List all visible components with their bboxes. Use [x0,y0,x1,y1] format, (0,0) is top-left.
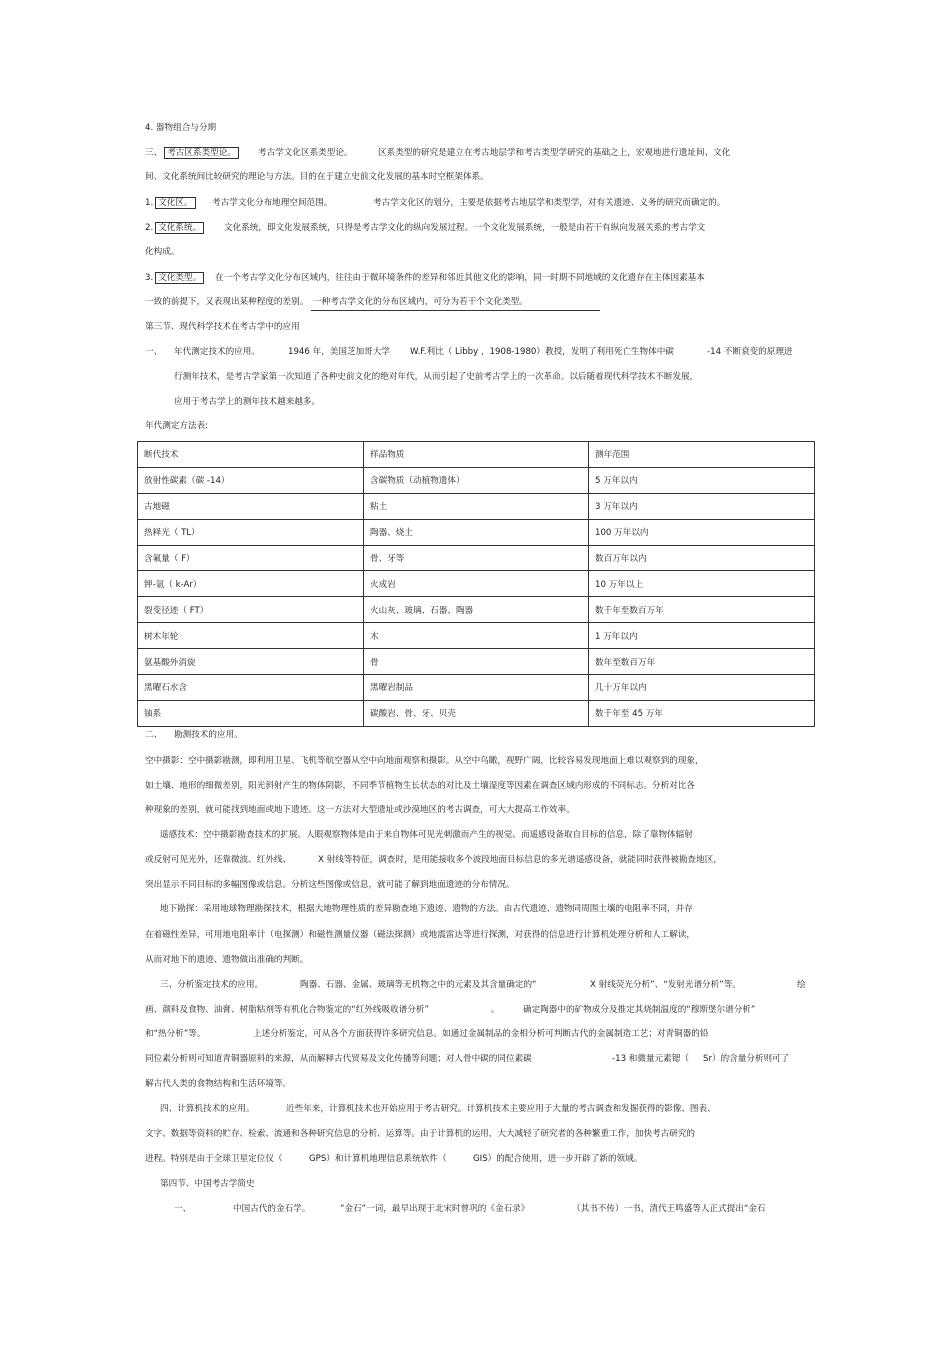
table-cell: 数年至数百万年 [589,649,815,675]
table-cell: 火成岩 [364,571,589,597]
text: 考古学文化分布地理空间范围。 [212,198,333,208]
boxed-term: 考古区系类型论。 [164,147,239,159]
table-cell: 10 万年以上 [589,571,815,597]
header-cell: 样品物质 [364,442,589,468]
table-row [138,700,815,726]
boxed-term: 文化区。 [155,197,195,209]
text: 1946 年，美国芝加哥大学 [288,347,390,357]
line-7 [145,272,204,284]
text: 考古学文化区系类型论。 [258,148,353,158]
text: 进程。特别是由于全球卫星定位仪（ [145,1154,283,1164]
table-cell: 数百万年以内 [589,545,815,571]
header-cell: 测年范围 [589,442,815,468]
table-cell: 黑曜岩制品 [364,675,589,701]
text: 间、文化系统间比较研究的理论与方法。目的在于建立史前文化发展的基本时空框架体系。 [145,172,489,182]
text: 一、 [145,347,163,357]
text: 遥感技术：空中摄影勘查技术的扩展。人眼观察物体是由于来自物体可见光刺激而产生的视觉。而遥感设备取自目标的信息，除了靠物体辐射 [160,830,693,840]
text: 在着磁性差异，可用地电阻率计（电探测）和磁性测量仪器（磁法探测）或地震雷达等进行探测，对获得的信息进行计算机处理分析和人工解读， [145,930,696,940]
text: 上述分析鉴定，可从各个方面获得许多研究信息。如通过金属制品的金相分析可判断古代的金属制造工艺；对青铜器的铅 [253,1029,709,1039]
table-cell: 含氟量（ F） [138,545,364,571]
table-row [138,493,815,519]
header-cell: 断代技术 [138,442,364,468]
section-heading-4: 4. 器物组合与分期 [145,123,217,133]
table-cell: 粘土 [364,493,589,519]
text: 从而对地下的遗迹、遗物做出准确的判断。 [145,955,309,965]
table-cell: 古地磁 [138,493,364,519]
text: -14 不断衰变的原理进 [707,347,793,357]
table-cell: 碳酸岩、骨、牙、贝壳 [364,700,589,726]
table-cell: 骨 [364,649,589,675]
table-cell: 5 万年以内 [589,467,815,493]
text: 二、 [145,730,163,740]
text: GPS）和计算机地理信息系统软件（ [309,1154,447,1164]
text: 近些年来，计算机技术也开始应用于考古研究。计算机技术主要应用于大量的考古调查和发掘获得的影像、图表、 [286,1104,716,1114]
table-cell: 3 万年以内 [589,493,815,519]
text: 文化系统，即文化发展系统，只得是考古学文化的纵向发展过程。一个文化发展系统，一般是由若干有纵向发展关系的考古学文 [224,223,706,233]
text: 和“热分析”等。 [145,1029,206,1039]
table-row [138,675,815,701]
line-2 [145,147,239,159]
text: 勘测技术的应用。 [174,730,243,740]
text: 三、 [145,148,163,158]
table-header-row [138,442,815,468]
table-cell: 树木年轮 [138,623,364,649]
text: -13 和微量元素锶（ [612,1054,689,1064]
text: 3. [145,273,154,283]
table-caption: 年代测定方法表: [145,421,209,431]
table-cell: 钾-氩（ k-Ar） [138,571,364,597]
text: 在一个考古学文化分布区域内，往往由于微环境条件的差异和邻近其他文化的影响，同一时期不同地域的文化遗存在主体因素基本 [215,273,705,283]
text: 突出显示不同目标的多幅图像或信息。分析这些图像或信息，就可能了解到地面遗迹的分布情况。 [145,880,515,890]
text: 同位素分析则可知道青铜器原料的来源，从而解释古代贸易及文化传播等问题；对人骨中碳的同位素碳 [145,1054,532,1064]
text: 地下勘探：采用地球物理勘探技术，根据大地物理性质的差异勘查地下遗迹、遗物的方法。由古代遗迹、遗物同周围土壤的电阻率不同，并存 [160,904,693,914]
underlined-text: 一种考古学文化的分布区域内，可分为若干个文化类型。 [313,297,528,307]
line-4 [145,197,196,209]
table-cell: 热释光（ TL） [138,519,364,545]
table-row [138,649,815,675]
text: 应用于考古学上的测年技术越来越多。 [174,397,321,407]
table-row [138,467,815,493]
table-cell: 骨、牙等 [364,545,589,571]
section-heading-3: 第三节、现代科学技术在考古学中的应用 [145,322,300,332]
text: 一、 [174,1204,192,1214]
table-cell: 1 万年以内 [589,623,815,649]
table-cell: 裂变径迹（ FT） [138,597,364,623]
table-cell: 几十万年以内 [589,675,815,701]
text: 空中摄影：空中摄影勘测，即利用卫星、飞机等航空器从空中向地面观察和摄影。从空中鸟瞰，视野广阔，比较容易发现地面上难以观察到的现象， [145,756,704,766]
table-cell: 氨基酸外消旋 [138,649,364,675]
text: 种现象的差别，就可能找到地面或地下遗迹。这一方法对大型遗址或沙漠地区的考古调查，可大大提高工作效率。 [145,805,575,815]
table-row [138,519,815,545]
table-row [138,571,815,597]
table-row [138,545,815,571]
text: GIS）的配合使用，进一步开辟了新的领域。 [473,1154,643,1164]
text: 文字、数据等资料的贮存、检索、流通和各种研究信息的分析、运算等。由于计算机的运用，大大减轻了研究者的各种繁重工作，加快考古研究的 [145,1129,696,1139]
table-cell: 木 [364,623,589,649]
text: 年代测定技术的应用。 [174,347,260,357]
table-row [138,623,815,649]
table-cell: 铀系 [138,700,364,726]
table-cell: 100 万年以内 [589,519,815,545]
text: （其书不传）一书，清代王鸣盛等人正式提出“金石 [572,1204,766,1214]
dating-methods-table [137,441,815,727]
text: 区系类型的研究是建立在考古地层学和考古类型学研究的基础之上，宏观地进行遗址间、文化 [378,148,731,158]
text: 考古学文化区的划分，主要是依据考古地层学和类型学，对有关遗迹、义务的研究而确定的。 [373,198,726,208]
text: 化构成。 [145,247,180,257]
text: 陶器、石器、金属、玻璃等无机物之中的元素及其含量确定的“ [300,980,537,990]
text: 或反射可见光外，还靠微波、红外线、 [145,855,292,865]
table-cell: 黑曜石水含 [138,675,364,701]
table-cell: 数千年至 45 万年 [589,700,815,726]
table-row [138,597,815,623]
text: 确定陶器中的矿物成分及推定其烧制温度的“穆斯堡尔谱分析” [523,1005,756,1015]
text: “金石”一词，最早出现于北宋时曾巩的《金石录》 [340,1204,530,1214]
section-heading-4-history: 第四节、中国考古学简史 [160,1179,255,1189]
text: W.F.利比（ Libby ，1908-1980）教授，发明了利用死亡生物体中碳 [410,347,674,357]
text: Sr）的含量分析则可了 [703,1054,790,1064]
underline [311,310,600,311]
table-cell: 放射性碳素（碳 -14） [138,467,364,493]
table-cell: 火山灰、玻璃、石器、陶器 [364,597,589,623]
text: 绘 [797,980,806,990]
text: X 射线等特征，调查时，是用能接收多个波段地面目标信息的多光谱遥感设备，就能同时获得被勘查地区， [318,855,722,865]
text: 2. [145,223,154,233]
text: 一致的前提下，又表现出某种程度的差别。 [145,297,309,307]
table-cell: 陶器、烧土 [364,519,589,545]
text: 解古代人类的食物结构和生活环境等。 [145,1079,292,1089]
text: X 射线荧光分析”、“发射光谱分析”等。 [590,980,741,990]
boxed-term: 文化系统。 [155,222,204,234]
table-cell: 含碳物质（动植物遗体） [364,467,589,493]
text: 画、颜料及食物、油膏、树脂粘剂等有机化合物鉴定的“红外线吸收谱分析” [145,1005,429,1015]
line-5 [145,222,204,234]
text: 如土壤、地形的细微差别，阳光斜射产生的物体阴影，不同季节植物生长状态的对比及土壤湿度等因素在调查区域内形成的不同标志。分析对比各 [145,781,696,791]
text: 四、计算机技术的应用。 [160,1104,255,1114]
text: 中国古代的金石学。 [233,1204,311,1214]
text: 1. [145,198,154,208]
table-cell: 数千年至数百万年 [589,597,815,623]
text: 三、分析鉴定技术的应用。 [160,980,264,990]
boxed-term: 文化类型。 [155,272,204,284]
text: 。 [491,1005,500,1015]
text: 行测年技术，是考古学家第一次知道了各种史前文化的绝对年代，从而引起了史前考古学上的一次革命。以后随着现代科学技术不断发展， [174,372,699,382]
